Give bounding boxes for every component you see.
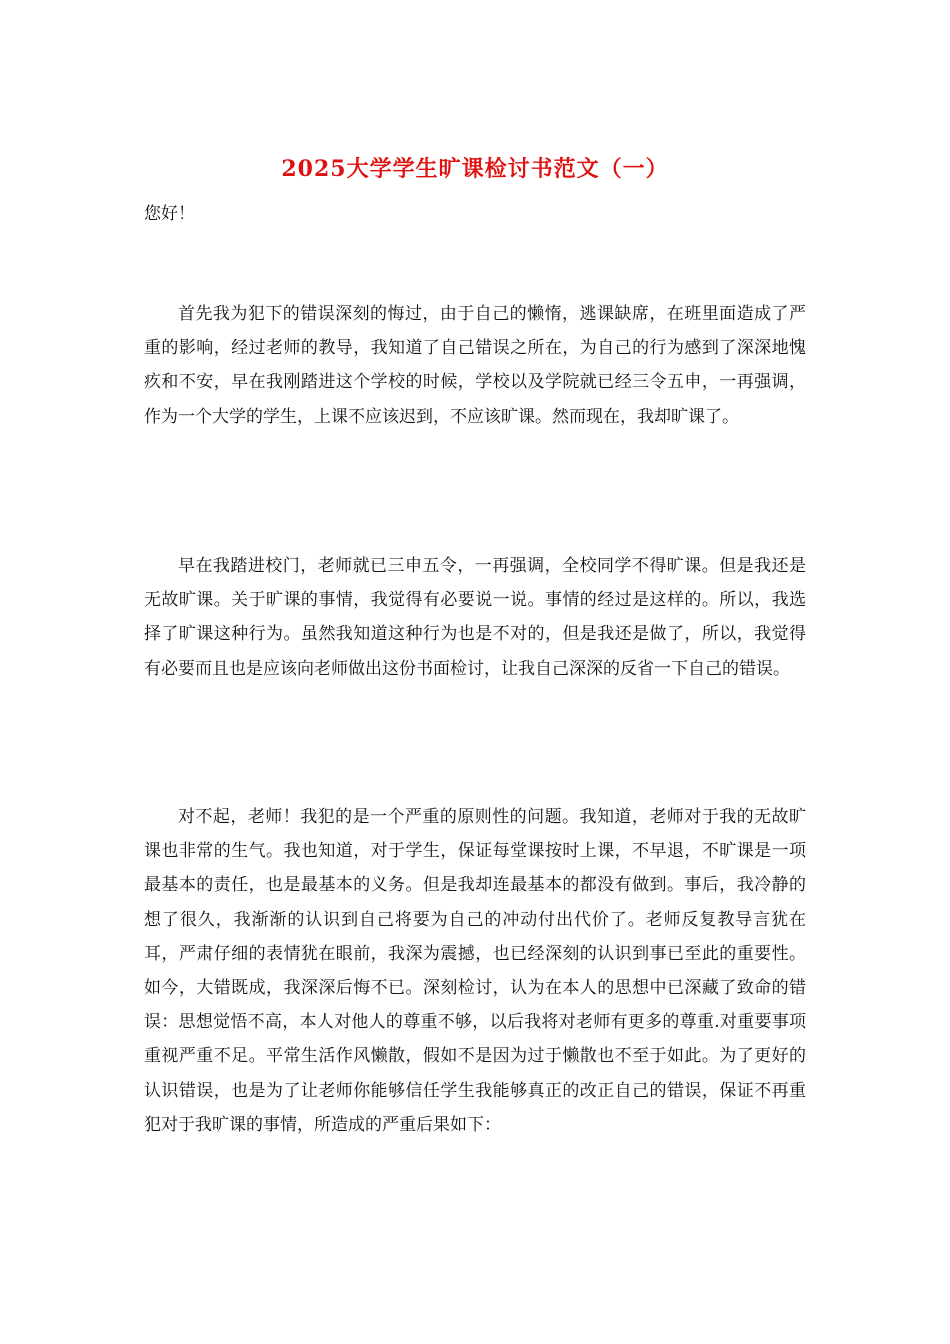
greeting: 您好！ (144, 204, 195, 224)
paragraph-1: 首先我为犯下的错误深刻的悔过，由于自己的懒惰，逃课缺席，在班里面造成了严重的影响，经过老师的教导，我知道了自己错误之所在，为自己的行为感到了深深地愧疚和不安，早在我刚踏进这个学校的时候，学校以及学院就已经三令五申，一再强调，作为一个大学的学生，上课不应该迟到，不应该旷课。然而现在，我却旷课了。 (144, 304, 806, 427)
paragraph-2: 早在我踏进校门，老师就已三申五令，一再强调，全校同学不得旷课。但是我还是无故旷课。关于旷课的事情，我觉得有必要说一说。事情的经过是这样的。所以，我选择了旷课这种行为。虽然我知道这种行为也是不对的，但是我还是做了，所以，我觉得有必要而且也是应该向老师做出这份书面检讨，让我自己深深的反省一下自己的错误。 (144, 556, 806, 679)
paragraph-3: 对不起，老师！我犯的是一个严重的原则性的问题。我知道，老师对于我的无故旷课也非常的生气。我也知道，对于学生，保证每堂课按时上课，不早退，不旷课是一项最基本的责任，也是最基本的义务。但是我却连最基本的都没有做到。事后，我冷静的想了很久，我渐渐的认识到自己将要为自己的冲动付出代价了。老师反复教导言犹在耳，严肃仔细的表情犹在眼前，我深为震撼，也已经深刻的认识到事已至此的重要性。如今，大错既成，我深深后悔不已。深刻检讨，认为在本人的思想中已深藏了致命的错误：思想觉悟不高，本人对他人的尊重不够，以后我将对老师有更多的尊重.对重要事项重视严重不足。平常生活作风懒散，假如不是因为过于懒散也不至于如此。为了更好的认识错误，也是为了让老师你能够信任学生我能够真正的改正自己的错误，保证不再重犯对于我旷课的事情，所造成的严重后果如下： (144, 807, 806, 1135)
document-title: 2025大学学生旷课检讨书范文（一） (281, 156, 669, 182)
